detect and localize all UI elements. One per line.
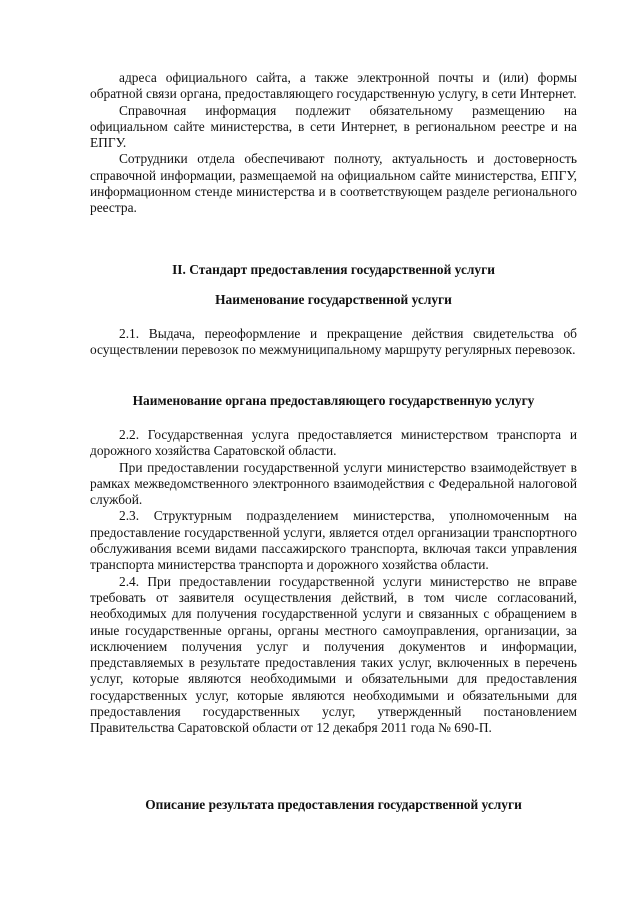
paragraph-2-1: 2.1. Выдача, переоформление и прекращение действия свидетельства об осуществлении перевозок по межмуниципальному маршруту регулярных перевозок. (90, 326, 577, 358)
heading-result: Описание результата предоставления государственной услуги (145, 797, 522, 812)
paragraph-2-3: 2.3. Структурным подразделением министерства, уполномоченным на предоставление государственной услуги, является отдел организации транспортного обслуживания всеми видами пассажирского транспорта, включая такси управления транспорта министерства транспорта и дорожного хозяйства области. (90, 508, 577, 573)
paragraph-2-4: 2.4. При предоставлении государственной услуги министерство не вправе требовать от заявителя осуществления действий, в том числе согласований, необходимых для получения государственной услуги и связанных с обращением в иные государственные органы, органы местного самоуправления, организации, за исключением получения услуг и получения документов и информации, представляемых в результате предоставления таких услуг, включенных в перечень услуг, которые являются необходимыми и обязательными для предоставления государственных услуг, которые являются необходимыми и обязательными для предоставления государственных услуг, утвержденный постановлением Правительства Саратовской области от 12 декабря 2011 года № 690-П. (90, 573, 577, 736)
intro-paragraphs (90, 70, 577, 217)
paragraph-2-2: 2.2. Государственная услуга предоставляется министерством транспорта и дорожного хозяйства Саратовской области. (90, 427, 577, 459)
paragraph-reference-info: Справочная информация подлежит обязательному размещению на официальном сайте министерства, в сети Интернет, в региональном реестре и на ЕПГУ. (90, 102, 577, 151)
heading-authority: Наименование органа предоставляющего государственную услугу (132, 393, 535, 408)
paragraph-staff-duties: Сотрудники отдела обеспечивают полноту, актуальность и достоверность справочной информации, размещаемой на официальном сайте министерства, ЕПГУ, информационном стенде министерства и в соответствующем разделе регионального реестра. (90, 151, 577, 216)
service-name-block (90, 326, 577, 359)
paragraph-2-2-interaction: При предоставлении государственной услуги министерство взаимодействует в рамках межведомственного электронного взаимодействия с Федеральной налоговой службой. (90, 459, 577, 508)
authority-block (90, 427, 577, 737)
section-title: II. Стандарт предоставления государственной услуги (172, 262, 495, 277)
heading-service-name: Наименование государственной услуги (215, 292, 452, 307)
paragraph-contacts: адреса официального сайта, а также электронной почты и (или) формы обратной связи органа, предоставляющего государственную услугу, в сети Интернет. (90, 70, 577, 102)
